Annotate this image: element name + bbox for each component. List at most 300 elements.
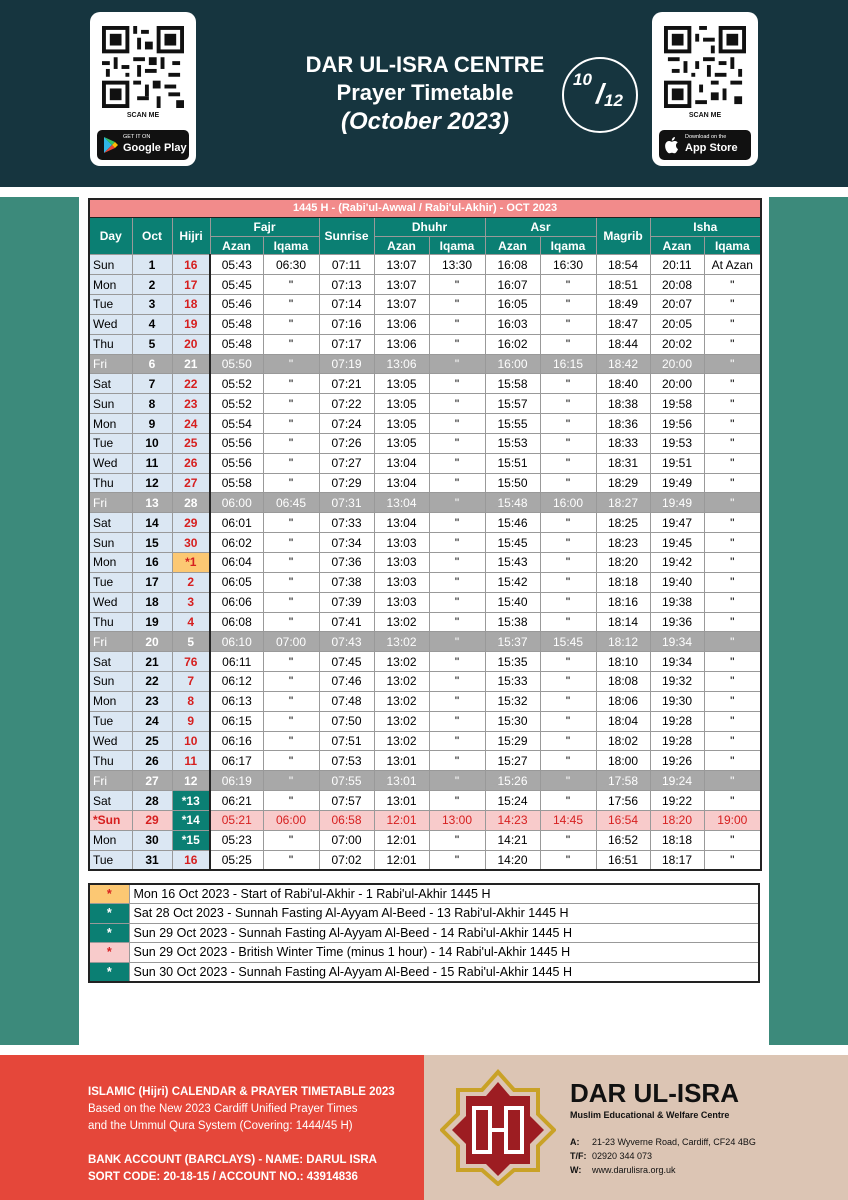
cell-oct: 15 <box>132 533 172 553</box>
cell-dhuhr-azan: 13:02 <box>374 711 429 731</box>
cell-isha-iqama: " <box>704 394 761 414</box>
cell-asr-azan: 15:40 <box>485 592 540 612</box>
cell-isha-azan: 19:32 <box>650 672 704 692</box>
cell-dhuhr-azan: 13:04 <box>374 493 429 513</box>
cell-fajr-azan: 06:05 <box>210 572 263 592</box>
cell-asr-azan: 15:50 <box>485 473 540 493</box>
cell-asr-azan: 15:57 <box>485 394 540 414</box>
cell-fajr-iqama: " <box>263 314 319 334</box>
cell-dhuhr-iqama: " <box>429 572 485 592</box>
cell-fajr-iqama: " <box>263 711 319 731</box>
cell-day: Wed <box>89 731 132 751</box>
cell-hijri: 9 <box>172 711 210 731</box>
note-marker: * <box>89 943 129 963</box>
cell-asr-iqama: " <box>540 453 596 473</box>
page-title: Prayer Timetable <box>336 80 514 105</box>
cell-fajr-azan: 05:43 <box>210 255 263 275</box>
cell-isha-iqama: " <box>704 314 761 334</box>
cell-hijri: 16 <box>172 255 210 275</box>
table-row <box>89 374 761 394</box>
cell-hijri: 16 <box>172 850 210 870</box>
cell-isha-azan: 19:30 <box>650 691 704 711</box>
cell-asr-iqama: " <box>540 513 596 533</box>
cell-oct: 30 <box>132 830 172 850</box>
cell-day: Sun <box>89 394 132 414</box>
cell-isha-azan: 19:49 <box>650 493 704 513</box>
cell-day: Sun <box>89 533 132 553</box>
cell-oct: 18 <box>132 592 172 612</box>
cell-dhuhr-azan: 13:01 <box>374 791 429 811</box>
cell-asr-iqama: " <box>540 572 596 592</box>
cell-isha-iqama: " <box>704 711 761 731</box>
cell-dhuhr-azan: 13:06 <box>374 314 429 334</box>
cell-sunrise: 07:38 <box>319 572 374 592</box>
cell-dhuhr-azan: 13:04 <box>374 513 429 533</box>
cell-sunrise: 07:24 <box>319 414 374 434</box>
cell-day: Tue <box>89 711 132 731</box>
cell-sunrise: 07:29 <box>319 473 374 493</box>
cell-magrib: 18:54 <box>596 255 650 275</box>
cell-isha-iqama: " <box>704 830 761 850</box>
table-row <box>89 533 761 553</box>
cell-dhuhr-iqama: " <box>429 354 485 374</box>
table-row <box>89 850 761 870</box>
cell-oct: 11 <box>132 453 172 473</box>
cell-magrib: 18:47 <box>596 314 650 334</box>
col-isha: Isha <box>650 217 761 237</box>
cell-fajr-azan: 05:48 <box>210 314 263 334</box>
cell-day: Mon <box>89 275 132 295</box>
cell-hijri: 30 <box>172 533 210 553</box>
cell-fajr-azan: 06:17 <box>210 751 263 771</box>
cell-isha-azan: 19:36 <box>650 612 704 632</box>
cell-sunrise: 07:16 <box>319 314 374 334</box>
table-row <box>89 830 761 850</box>
cell-fajr-iqama: 06:45 <box>263 493 319 513</box>
cell-magrib: 18:33 <box>596 433 650 453</box>
cell-oct: 26 <box>132 751 172 771</box>
cell-asr-iqama: " <box>540 751 596 771</box>
table-row <box>89 354 761 374</box>
cell-isha-azan: 20:08 <box>650 275 704 295</box>
cell-fajr-iqama: " <box>263 453 319 473</box>
cell-asr-azan: 16:05 <box>485 295 540 315</box>
table-row <box>89 295 761 315</box>
table-row <box>89 334 761 354</box>
cell-hijri: 10 <box>172 731 210 751</box>
cell-oct: 23 <box>132 691 172 711</box>
cell-isha-iqama: " <box>704 295 761 315</box>
cell-hijri: 23 <box>172 394 210 414</box>
cell-fajr-azan: 05:46 <box>210 295 263 315</box>
google-play-button[interactable] <box>97 130 189 160</box>
cell-asr-azan: 15:27 <box>485 751 540 771</box>
cell-hijri: 25 <box>172 433 210 453</box>
cell-hijri: 5 <box>172 632 210 652</box>
cell-dhuhr-iqama: " <box>429 513 485 533</box>
cell-magrib: 16:52 <box>596 830 650 850</box>
cell-dhuhr-azan: 13:03 <box>374 572 429 592</box>
cell-magrib: 16:54 <box>596 810 650 830</box>
cell-isha-azan: 19:38 <box>650 592 704 612</box>
cell-magrib: 18:38 <box>596 394 650 414</box>
page-number-total: 12 <box>604 91 623 110</box>
cell-asr-azan: 16:08 <box>485 255 540 275</box>
phone-value: 02920 344 073 <box>592 1151 653 1161</box>
cell-isha-azan: 20:05 <box>650 314 704 334</box>
cell-dhuhr-azan: 13:01 <box>374 771 429 791</box>
cell-asr-azan: 15:30 <box>485 711 540 731</box>
cell-asr-iqama: " <box>540 553 596 573</box>
cell-isha-iqama: " <box>704 275 761 295</box>
cell-asr-iqama: " <box>540 612 596 632</box>
cell-sunrise: 07:00 <box>319 830 374 850</box>
cell-dhuhr-azan: 13:02 <box>374 652 429 672</box>
cell-dhuhr-iqama: " <box>429 533 485 553</box>
cell-fajr-azan: 06:15 <box>210 711 263 731</box>
cell-day: Tue <box>89 433 132 453</box>
cell-asr-azan: 15:35 <box>485 652 540 672</box>
cell-sunrise: 07:50 <box>319 711 374 731</box>
cell-isha-azan: 19:24 <box>650 771 704 791</box>
cell-hijri: 24 <box>172 414 210 434</box>
note-row <box>89 884 759 904</box>
cell-dhuhr-iqama: " <box>429 632 485 652</box>
cell-sunrise: 07:21 <box>319 374 374 394</box>
cell-dhuhr-iqama: " <box>429 771 485 791</box>
note-marker: * <box>89 904 129 924</box>
cell-sunrise: 07:57 <box>319 791 374 811</box>
cell-fajr-azan: 05:56 <box>210 433 263 453</box>
cell-dhuhr-azan: 12:01 <box>374 810 429 830</box>
cell-sunrise: 07:13 <box>319 275 374 295</box>
cell-sunrise: 07:55 <box>319 771 374 791</box>
cell-isha-iqama: " <box>704 572 761 592</box>
col-asr-azan: Azan <box>485 237 540 255</box>
website-label: W: <box>570 1165 582 1175</box>
cell-magrib: 18:02 <box>596 731 650 751</box>
table-row <box>89 711 761 731</box>
cell-oct: 20 <box>132 632 172 652</box>
cell-magrib: 18:10 <box>596 652 650 672</box>
cell-isha-iqama: At Azan <box>704 255 761 275</box>
page-month: (October 2023) <box>340 108 510 135</box>
website-line[interactable] <box>570 1165 676 1175</box>
footer-calendar-title: ISLAMIC (Hijri) CALENDAR & PRAYER TIMETABLE 2023 <box>88 1086 395 1098</box>
cell-isha-azan: 19:58 <box>650 394 704 414</box>
cell-hijri: 11 <box>172 751 210 771</box>
cell-asr-azan: 14:21 <box>485 830 540 850</box>
cell-fajr-iqama: " <box>263 553 319 573</box>
qr-code-icon <box>102 26 184 108</box>
cell-fajr-azan: 06:12 <box>210 672 263 692</box>
cell-hijri: 3 <box>172 592 210 612</box>
cell-isha-iqama: " <box>704 493 761 513</box>
cell-dhuhr-iqama: " <box>429 850 485 870</box>
page-number-current: 10 <box>573 70 592 89</box>
cell-day: *Sun <box>89 810 132 830</box>
table-row <box>89 513 761 533</box>
cell-asr-iqama: " <box>540 374 596 394</box>
cell-isha-iqama: 19:00 <box>704 810 761 830</box>
cell-fajr-azan: 06:11 <box>210 652 263 672</box>
cell-oct: 29 <box>132 810 172 830</box>
cell-oct: 16 <box>132 553 172 573</box>
cell-asr-iqama: " <box>540 334 596 354</box>
cell-fajr-azan: 05:45 <box>210 275 263 295</box>
cell-fajr-azan: 06:06 <box>210 592 263 612</box>
cell-sunrise: 07:17 <box>319 334 374 354</box>
notes-table <box>88 883 760 983</box>
cell-asr-iqama: 16:15 <box>540 354 596 374</box>
cell-asr-azan: 15:45 <box>485 533 540 553</box>
cell-isha-azan: 19:22 <box>650 791 704 811</box>
footer-bank-name: BANK ACCOUNT (BARCLAYS) - NAME: DARUL ISRA <box>88 1154 377 1166</box>
cell-day: Mon <box>89 414 132 434</box>
cell-dhuhr-iqama: " <box>429 334 485 354</box>
cell-isha-iqama: " <box>704 791 761 811</box>
cell-asr-azan: 15:32 <box>485 691 540 711</box>
cell-isha-azan: 19:53 <box>650 433 704 453</box>
cell-isha-azan: 20:02 <box>650 334 704 354</box>
cell-dhuhr-iqama: " <box>429 473 485 493</box>
table-row <box>89 572 761 592</box>
cell-asr-iqama: " <box>540 771 596 791</box>
cell-fajr-iqama: " <box>263 473 319 493</box>
cell-fajr-iqama: " <box>263 731 319 751</box>
cell-asr-azan: 16:02 <box>485 334 540 354</box>
cell-hijri: 18 <box>172 295 210 315</box>
cell-dhuhr-iqama: " <box>429 672 485 692</box>
cell-dhuhr-azan: 13:02 <box>374 672 429 692</box>
cell-isha-iqama: " <box>704 533 761 553</box>
cell-dhuhr-azan: 13:02 <box>374 731 429 751</box>
cell-fajr-iqama: " <box>263 334 319 354</box>
cell-isha-iqama: " <box>704 354 761 374</box>
cell-hijri: 28 <box>172 493 210 513</box>
table-row <box>89 612 761 632</box>
google-play-qr-card[interactable] <box>90 12 196 166</box>
table-row <box>89 473 761 493</box>
prayer-timetable <box>88 198 762 871</box>
cell-hijri: *1 <box>172 553 210 573</box>
cell-magrib: 18:51 <box>596 275 650 295</box>
col-dhuhr-azan: Azan <box>374 237 429 255</box>
cell-sunrise: 07:02 <box>319 850 374 870</box>
cell-hijri: 20 <box>172 334 210 354</box>
cell-day: Fri <box>89 354 132 374</box>
table-row <box>89 493 761 513</box>
cell-dhuhr-azan: 13:05 <box>374 433 429 453</box>
cell-isha-azan: 19:34 <box>650 652 704 672</box>
cell-fajr-azan: 06:13 <box>210 691 263 711</box>
cell-dhuhr-iqama: " <box>429 830 485 850</box>
cell-fajr-iqama: " <box>263 433 319 453</box>
col-fajr-azan: Azan <box>210 237 263 255</box>
google-badge-small-text: GET IT ON <box>123 134 151 140</box>
cell-fajr-iqama: " <box>263 394 319 414</box>
cell-fajr-azan: 05:52 <box>210 374 263 394</box>
cell-asr-azan: 15:38 <box>485 612 540 632</box>
cell-sunrise: 07:19 <box>319 354 374 374</box>
cell-day: Fri <box>89 493 132 513</box>
cell-oct: 9 <box>132 414 172 434</box>
cell-dhuhr-iqama: " <box>429 751 485 771</box>
cell-fajr-azan: 06:21 <box>210 791 263 811</box>
cell-asr-iqama: " <box>540 791 596 811</box>
cell-hijri: 7 <box>172 672 210 692</box>
qr-caption-right: SCAN ME <box>688 112 722 119</box>
cell-sunrise: 07:11 <box>319 255 374 275</box>
cell-dhuhr-iqama: " <box>429 652 485 672</box>
cell-asr-iqama: " <box>540 592 596 612</box>
col-hijri: Hijri <box>172 217 210 255</box>
cell-dhuhr-iqama: " <box>429 453 485 473</box>
cell-fajr-iqama: " <box>263 830 319 850</box>
cell-oct: 17 <box>132 572 172 592</box>
cell-magrib: 18:00 <box>596 751 650 771</box>
timetable-body <box>89 255 761 870</box>
cell-asr-azan: 15:43 <box>485 553 540 573</box>
website-link[interactable]: www.darulisra.org.uk <box>592 1165 676 1175</box>
cell-fajr-azan: 05:52 <box>210 394 263 414</box>
cell-magrib: 18:42 <box>596 354 650 374</box>
cell-asr-azan: 14:23 <box>485 810 540 830</box>
cell-day: Tue <box>89 850 132 870</box>
cell-oct: 25 <box>132 731 172 751</box>
cell-dhuhr-iqama: " <box>429 414 485 434</box>
cell-asr-iqama: " <box>540 473 596 493</box>
cell-hijri: 21 <box>172 354 210 374</box>
cell-dhuhr-iqama: " <box>429 374 485 394</box>
cell-fajr-azan: 05:23 <box>210 830 263 850</box>
cell-fajr-iqama: " <box>263 414 319 434</box>
col-sunrise: Sunrise <box>319 217 374 255</box>
cell-isha-iqama: " <box>704 433 761 453</box>
footer-line-3: and the Ummul Qura System (Covering: 1444/45 H) <box>88 1120 353 1132</box>
cell-fajr-azan: 05:58 <box>210 473 263 493</box>
cell-oct: 8 <box>132 394 172 414</box>
cell-isha-iqama: " <box>704 731 761 751</box>
cell-fajr-azan: 05:56 <box>210 453 263 473</box>
cell-asr-azan: 15:37 <box>485 632 540 652</box>
cell-asr-iqama: " <box>540 275 596 295</box>
note-row <box>89 962 759 982</box>
app-store-button[interactable] <box>659 130 751 160</box>
cell-day: Mon <box>89 830 132 850</box>
cell-oct: 19 <box>132 612 172 632</box>
page-number-slash: / <box>596 78 604 109</box>
cell-isha-azan: 20:00 <box>650 374 704 394</box>
cell-fajr-iqama: " <box>263 612 319 632</box>
cell-asr-iqama: 15:45 <box>540 632 596 652</box>
footer-line-2: Based on the New 2023 Cardiff Unified Prayer Times <box>88 1103 358 1115</box>
cell-asr-iqama: " <box>540 830 596 850</box>
table-row <box>89 632 761 652</box>
cell-asr-iqama: " <box>540 691 596 711</box>
cell-magrib: 17:56 <box>596 791 650 811</box>
note-text: Sun 30 Oct 2023 - Sunnah Fasting Al-Ayyam Al-Beed - 15 Rabi'ul-Akhir 1445 H <box>129 962 759 982</box>
cell-magrib: 18:20 <box>596 553 650 573</box>
table-row <box>89 453 761 473</box>
cell-fajr-iqama: " <box>263 672 319 692</box>
cell-day: Thu <box>89 612 132 632</box>
cell-magrib: 18:18 <box>596 572 650 592</box>
table-row <box>89 731 761 751</box>
cell-asr-azan: 15:26 <box>485 771 540 791</box>
cell-dhuhr-azan: 13:03 <box>374 533 429 553</box>
col-asr: Asr <box>485 217 596 237</box>
cell-fajr-iqama: " <box>263 751 319 771</box>
cell-asr-azan: 16:07 <box>485 275 540 295</box>
cell-dhuhr-azan: 13:05 <box>374 374 429 394</box>
cell-sunrise: 07:31 <box>319 493 374 513</box>
cell-asr-azan: 16:00 <box>485 354 540 374</box>
cell-dhuhr-iqama: " <box>429 791 485 811</box>
cell-fajr-iqama: " <box>263 275 319 295</box>
cell-isha-azan: 19:56 <box>650 414 704 434</box>
center-name: DAR UL-ISRA CENTRE <box>305 52 545 77</box>
cell-sunrise: 06:58 <box>319 810 374 830</box>
cell-dhuhr-azan: 13:06 <box>374 334 429 354</box>
cell-dhuhr-iqama: " <box>429 433 485 453</box>
cell-fajr-azan: 06:08 <box>210 612 263 632</box>
cell-asr-iqama: " <box>540 394 596 414</box>
cell-asr-iqama: " <box>540 533 596 553</box>
table-row <box>89 433 761 453</box>
cell-fajr-iqama: 06:30 <box>263 255 319 275</box>
cell-isha-azan: 18:20 <box>650 810 704 830</box>
col-isha-iqama: Iqama <box>704 237 761 255</box>
org-name: DAR UL-ISRA <box>570 1078 739 1108</box>
cell-oct: 7 <box>132 374 172 394</box>
cell-isha-azan: 19:45 <box>650 533 704 553</box>
cell-day: Mon <box>89 691 132 711</box>
cell-dhuhr-azan: 12:01 <box>374 850 429 870</box>
cell-magrib: 18:14 <box>596 612 650 632</box>
cell-dhuhr-iqama: " <box>429 612 485 632</box>
app-store-qr-card[interactable] <box>652 12 758 166</box>
cell-dhuhr-azan: 13:02 <box>374 612 429 632</box>
google-badge-text: Google Play <box>123 142 187 154</box>
cell-fajr-iqama: " <box>263 374 319 394</box>
cell-magrib: 18:16 <box>596 592 650 612</box>
col-fajr: Fajr <box>210 217 319 237</box>
dar-ul-isra-logo-icon <box>440 1068 556 1186</box>
cell-day: Thu <box>89 473 132 493</box>
cell-isha-iqama: " <box>704 612 761 632</box>
cell-fajr-azan: 05:48 <box>210 334 263 354</box>
cell-dhuhr-azan: 13:05 <box>374 394 429 414</box>
cell-dhuhr-azan: 12:01 <box>374 830 429 850</box>
note-text: Sat 28 Oct 2023 - Sunnah Fasting Al-Ayyam Al-Beed - 13 Rabi'ul-Akhir 1445 H <box>129 904 759 924</box>
cell-isha-iqama: " <box>704 553 761 573</box>
cell-dhuhr-iqama: 13:30 <box>429 255 485 275</box>
cell-oct: 12 <box>132 473 172 493</box>
col-asr-iqama: Iqama <box>540 237 596 255</box>
cell-dhuhr-iqama: 13:00 <box>429 810 485 830</box>
cell-asr-iqama: " <box>540 414 596 434</box>
cell-oct: 21 <box>132 652 172 672</box>
cell-fajr-iqama: 06:00 <box>263 810 319 830</box>
col-day: Day <box>89 217 132 255</box>
cell-asr-azan: 15:51 <box>485 453 540 473</box>
cell-sunrise: 07:22 <box>319 394 374 414</box>
cell-fajr-azan: 06:01 <box>210 513 263 533</box>
cell-sunrise: 07:48 <box>319 691 374 711</box>
cell-oct: 6 <box>132 354 172 374</box>
note-row <box>89 904 759 924</box>
